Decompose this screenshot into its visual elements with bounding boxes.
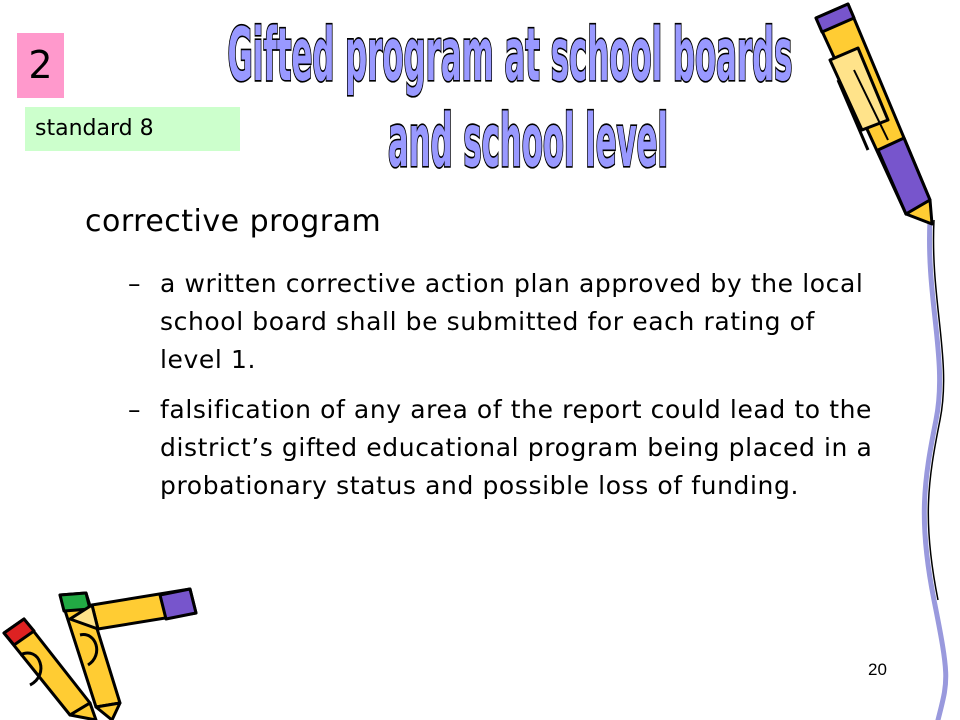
title-line-1: Gifted program at school boards (227, 12, 793, 99)
bullet-dash: – (128, 395, 142, 424)
section-heading: corrective program (85, 204, 382, 239)
bullet-text: falsification of any area of the report could lead to the district’s gifted educational program being placed in a probationary status and possible loss of funding. (160, 395, 873, 500)
bullet-text: a written corrective action plan approved by the local school board shall be submitted for each rating of level 1. (160, 269, 864, 374)
title-wordart (225, 8, 825, 188)
page-number: 20 (868, 660, 887, 679)
bullet-item (128, 265, 878, 379)
bullet-list (128, 265, 878, 517)
pencil-icon (808, 0, 960, 720)
standard-label: standard 8 (25, 107, 240, 151)
pencils-cluster-icon (0, 575, 200, 720)
slide-number-badge: 2 (17, 33, 64, 98)
bullet-dash: – (128, 269, 142, 298)
bullet-item (128, 391, 878, 505)
slide-title (225, 8, 825, 188)
title-line-2: and school level (388, 98, 668, 185)
